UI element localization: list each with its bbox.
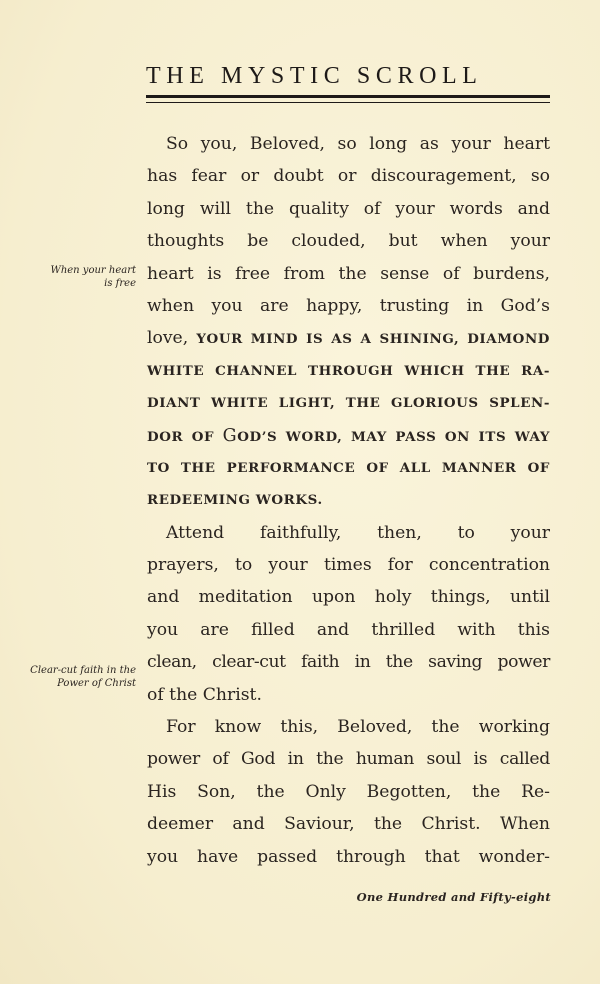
small-caps-line: WHITE CHANNEL THROUGH WHICH THE RA-: [147, 362, 550, 379]
text-line: clean, clear-cut faith in the saving power: [147, 652, 550, 673]
body-text: [147, 128, 550, 873]
margin-note-line: When your heart: [50, 265, 136, 276]
text-line: of the Christ.: [147, 684, 262, 705]
text-line: heart is free from the sense of burdens,: [147, 263, 550, 284]
capital-letter: G: [222, 425, 238, 446]
small-caps-run: YOUR MIND IS AS A SHINING, DIAMOND: [196, 331, 550, 348]
text-line: Attend faithfully, then, to your: [166, 522, 550, 543]
header-rule-thick: [146, 95, 550, 98]
text-line: has fear or doubt or discouragement, so: [147, 166, 550, 187]
small-caps-line: DIANT WHITE LIGHT, THE GLORIOUS SPLEN-: [147, 395, 550, 412]
margin-note-line: Clear-cut faith in the: [30, 665, 136, 676]
text-line: you have passed through that wonder-: [147, 846, 550, 867]
header-rule-thin: [146, 102, 550, 103]
text-line: when you are happy, trusting in God’s: [147, 295, 550, 316]
small-caps-run: DOR OF: [147, 428, 215, 445]
text-line: thoughts be clouded, but when your: [147, 231, 550, 252]
running-head: THE MYSTIC SCROLL: [146, 63, 483, 89]
paragraph-2: [147, 517, 550, 711]
small-caps-line: REDEEMING WORKS.: [147, 492, 323, 509]
text-line: you are filled and thrilled with this: [147, 619, 550, 640]
text-line: prayers, to your times for concentration: [147, 555, 550, 576]
text-line: [147, 322, 550, 354]
text-line: deemer and Saviour, the Christ. When: [147, 814, 550, 835]
text-run: love,: [147, 328, 189, 349]
small-caps-run: OD’S WORD, MAY PASS ON ITS WAY: [237, 428, 551, 445]
text-line: His Son, the Only Begotten, the Re-: [147, 781, 550, 802]
paragraph-3: [147, 711, 550, 873]
small-caps-line: [147, 420, 550, 452]
text-line: long will the quality of your words and: [147, 198, 550, 219]
paragraph-1: [147, 128, 550, 517]
text-line: and meditation upon holy things, until: [147, 587, 550, 608]
text-line: For know this, Beloved, the working: [166, 717, 550, 738]
margin-note-clear-cut-faith: [30, 664, 136, 690]
margin-note-heart-free: [51, 264, 136, 290]
small-caps-line: TO THE PERFORMANCE OF ALL MANNER OF: [147, 459, 550, 476]
page-number-folio: One Hundred and Fifty-eight: [356, 890, 551, 904]
margin-note-line: Power of Christ: [57, 678, 136, 689]
text-line: power of God in the human soul is called: [147, 749, 550, 770]
margin-note-line: is free: [104, 278, 136, 289]
text-line: So you, Beloved, so long as your heart: [166, 134, 550, 154]
